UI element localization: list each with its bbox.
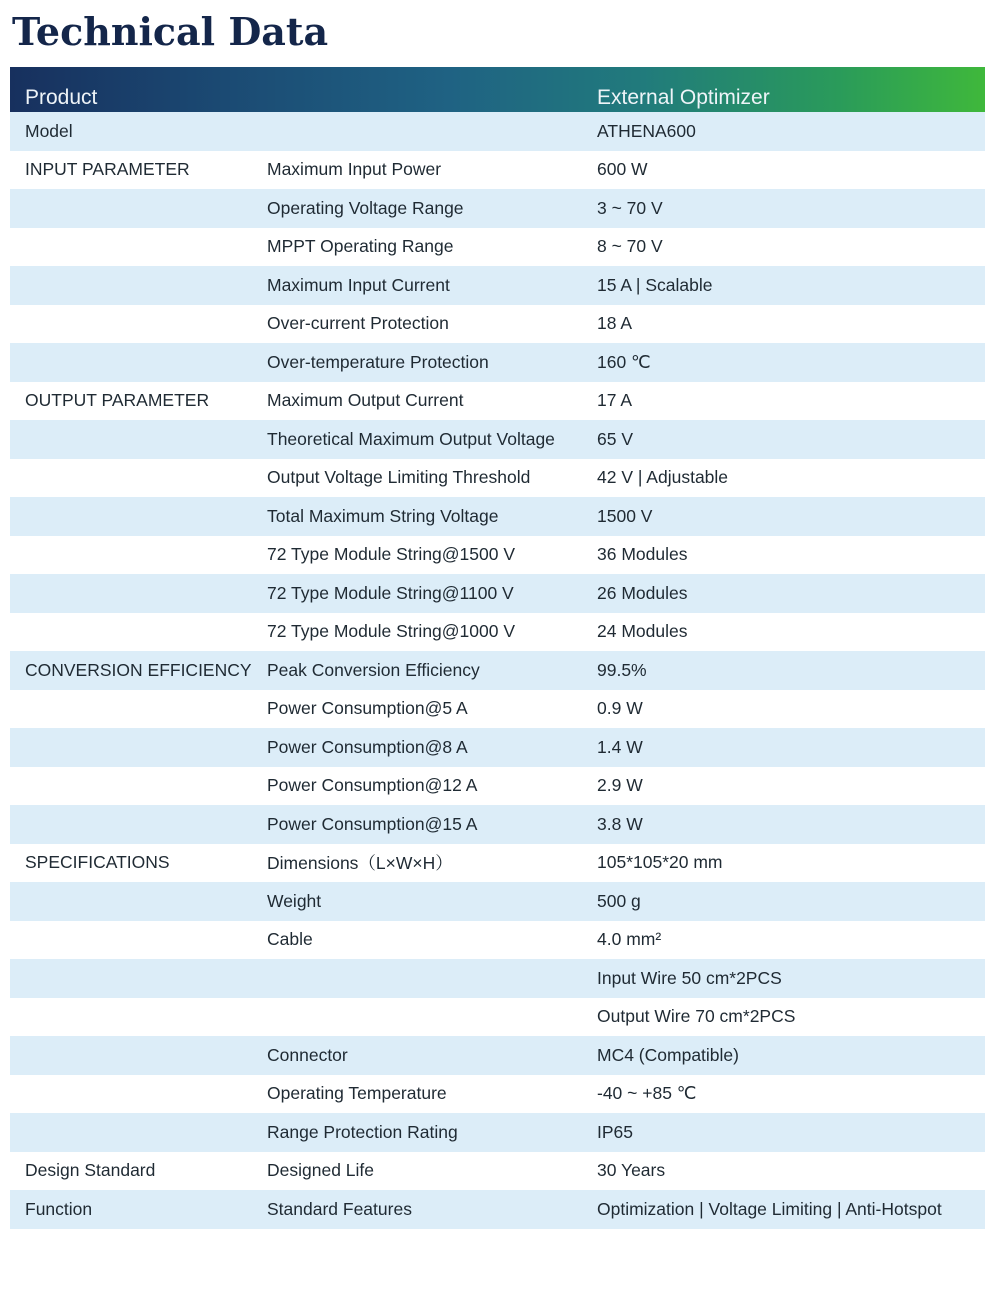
table-row xyxy=(10,844,985,883)
table-body xyxy=(10,112,985,1229)
row-value: 2.9 W xyxy=(597,775,643,796)
row-section-label: Model xyxy=(25,120,73,141)
row-value: -40 ~ +85 ℃ xyxy=(597,1083,697,1104)
row-parameter-label: Total Maximum String Voltage xyxy=(267,505,499,526)
row-parameter-label: Output Voltage Limiting Threshold xyxy=(267,467,531,488)
row-value: 4.0 mm² xyxy=(597,929,662,950)
spec-table xyxy=(10,67,985,1229)
table-row xyxy=(10,1036,985,1075)
row-value: Output Wire 70 cm*2PCS xyxy=(597,1006,796,1027)
row-value: Input Wire 50 cm*2PCS xyxy=(597,967,782,988)
table-row xyxy=(10,1190,985,1229)
table-row xyxy=(10,459,985,498)
row-value: 26 Modules xyxy=(597,582,688,603)
row-value: 3.8 W xyxy=(597,813,643,834)
header-external-optimizer: External Optimizer xyxy=(597,86,770,109)
row-parameter-label: Power Consumption@15 A xyxy=(267,813,478,834)
table-row xyxy=(10,959,985,998)
row-parameter-label: Standard Features xyxy=(267,1198,412,1219)
table-row xyxy=(10,420,985,459)
row-section-label: Design Standard xyxy=(25,1160,156,1181)
row-parameter-label: MPPT Operating Range xyxy=(267,236,454,257)
table-row xyxy=(10,497,985,536)
row-value: 99.5% xyxy=(597,659,647,680)
table-row xyxy=(10,305,985,344)
table-row xyxy=(10,1152,985,1191)
row-value: 24 Modules xyxy=(597,621,688,642)
row-value: MC4 (Compatible) xyxy=(597,1044,739,1065)
row-value: 500 g xyxy=(597,890,641,911)
row-value: 30 Years xyxy=(597,1160,666,1181)
table-row xyxy=(10,728,985,767)
page-title: Technical Data xyxy=(12,9,329,54)
table-row xyxy=(10,189,985,228)
row-parameter-label: Over-current Protection xyxy=(267,313,449,334)
row-value: ATHENA600 xyxy=(597,120,696,141)
row-parameter-label: Dimensions（L×W×H） xyxy=(267,853,453,874)
row-parameter-label: Weight xyxy=(267,890,322,911)
table-row xyxy=(10,921,985,960)
table-row xyxy=(10,882,985,921)
row-section-label: Function xyxy=(25,1198,93,1219)
row-value: 8 ~ 70 V xyxy=(597,236,663,257)
table-row xyxy=(10,266,985,305)
row-value: 160 ℃ xyxy=(597,351,651,372)
table-row xyxy=(10,1113,985,1152)
row-parameter-label: Power Consumption@5 A xyxy=(267,698,468,719)
table-row xyxy=(10,1075,985,1114)
table-row xyxy=(10,151,985,190)
row-parameter-label: Operating Voltage Range xyxy=(267,197,464,218)
table-row xyxy=(10,536,985,575)
row-parameter-label: Maximum Input Current xyxy=(267,274,450,295)
row-value: 3 ~ 70 V xyxy=(597,197,663,218)
row-value: 17 A xyxy=(597,390,633,411)
table-row xyxy=(10,382,985,421)
row-section-label: OUTPUT PARAMETER xyxy=(25,390,210,411)
row-section-label: INPUT PARAMETER xyxy=(25,159,190,180)
row-value: 42 V | Adjustable xyxy=(597,467,729,488)
table-row xyxy=(10,613,985,652)
table-row xyxy=(10,767,985,806)
row-value: IP65 xyxy=(597,1121,633,1142)
row-parameter-label: Designed Life xyxy=(267,1160,375,1181)
row-value: 1.4 W xyxy=(597,736,643,757)
table-row xyxy=(10,998,985,1037)
row-parameter-label: Connector xyxy=(267,1044,348,1065)
row-value: 18 A xyxy=(597,313,633,334)
row-parameter-label: 72 Type Module String@1100 V xyxy=(267,582,514,603)
row-value: 36 Modules xyxy=(597,544,688,565)
row-parameter-label: 72 Type Module String@1500 V xyxy=(267,544,516,565)
row-value: 600 W xyxy=(597,159,648,180)
row-parameter-label: Power Consumption@12 A xyxy=(267,775,478,796)
row-parameter-label: Operating Temperature xyxy=(267,1083,447,1104)
row-parameter-label: Maximum Output Current xyxy=(267,390,464,411)
row-value: 0.9 W xyxy=(597,698,643,719)
row-parameter-label: Theoretical Maximum Output Voltage xyxy=(267,428,555,449)
row-parameter-label: 72 Type Module String@1000 V xyxy=(267,621,516,642)
row-parameter-label: Over-temperature Protection xyxy=(267,351,489,372)
header-product: Product xyxy=(25,86,98,109)
row-parameter-label: Range Protection Rating xyxy=(267,1121,458,1142)
table-row xyxy=(10,690,985,729)
row-parameter-label: Power Consumption@8 A xyxy=(267,736,468,757)
row-section-label: CONVERSION EFFICIENCY xyxy=(25,659,252,680)
table-header xyxy=(10,67,985,112)
row-parameter-label: Maximum Input Power xyxy=(267,159,442,180)
row-section-label: SPECIFICATIONS xyxy=(25,852,170,873)
row-value: 15 A | Scalable xyxy=(597,274,713,295)
row-parameter-label: Peak Conversion Efficiency xyxy=(267,659,480,680)
row-value: 105*105*20 mm xyxy=(597,852,723,873)
row-value: 1500 V xyxy=(597,505,653,526)
row-value: Optimization | Voltage Limiting | Anti-Hotspot xyxy=(597,1198,942,1219)
table-row xyxy=(10,228,985,267)
table-row xyxy=(10,574,985,613)
table-row xyxy=(10,651,985,690)
table-row xyxy=(10,343,985,382)
table-row xyxy=(10,805,985,844)
row-parameter-label: Cable xyxy=(267,929,313,950)
row-value: 65 V xyxy=(597,428,633,449)
table-row xyxy=(10,112,985,151)
